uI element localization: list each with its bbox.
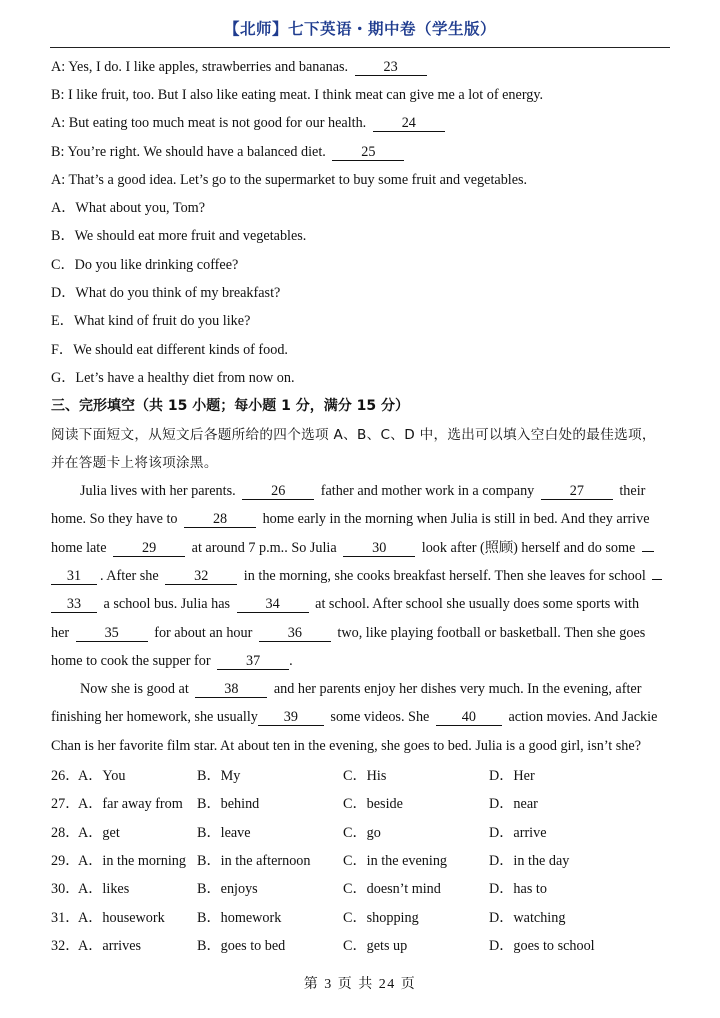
passage-text: at around 7 p.m.. So Julia (191, 540, 337, 556)
blank-34[interactable]: 34 (237, 597, 309, 613)
passage-text: action movies. And Jackie (508, 709, 658, 725)
blank-33[interactable]: 33 (51, 597, 97, 613)
passage-line (51, 595, 639, 613)
question-number: 30． (51, 881, 80, 897)
choice-b[interactable]: B．behind (197, 796, 260, 812)
header-rule (50, 47, 670, 48)
choice-c[interactable]: C．beside (343, 796, 403, 812)
passage-text: father and mother work in a company (320, 483, 535, 499)
passage-line (51, 708, 657, 726)
choice-a[interactable]: A．arrives (78, 938, 142, 954)
dialogue-line (51, 114, 448, 132)
answer-blank[interactable]: 24 (373, 116, 445, 132)
choice-a[interactable]: A．likes (78, 881, 130, 897)
choice-b[interactable]: B．in the afternoon (197, 853, 311, 869)
answer-blank[interactable]: 23 (355, 60, 427, 76)
passage-text: . After she (100, 568, 159, 584)
passage-text: . (289, 653, 293, 669)
question-number: 31． (51, 910, 80, 926)
blank-26[interactable]: 26 (242, 484, 314, 500)
passage-line: Chan is her favorite film star. At about ten in the evening, she goes to bed. Julia is a good girl, isn’t she? (51, 738, 641, 754)
choice-b[interactable]: B．homework (197, 910, 282, 926)
choice-d[interactable]: D．has to (489, 881, 547, 897)
blank-33-start (652, 579, 662, 580)
dialogue-line (51, 171, 527, 189)
choice-d[interactable]: D．watching (489, 910, 566, 926)
dialogue-line (51, 143, 407, 161)
choice-b[interactable]: B．leave (197, 825, 251, 841)
passage-text: a school bus. Julia has (103, 596, 231, 612)
option-item: C．Do you like drinking coffee? (51, 257, 239, 273)
choice-c[interactable]: C．shopping (343, 910, 419, 926)
passage-line (80, 680, 641, 698)
passage-text: finishing her homework, she usually (51, 709, 258, 725)
passage-text: home. So they have to (51, 511, 178, 527)
dialogue-text: That’s a good idea. Let’s go to the supermarket to buy some fruit and vegetables. (68, 172, 528, 188)
speaker: B: (51, 87, 65, 103)
blank-36[interactable]: 36 (259, 626, 331, 642)
passage-line (51, 539, 657, 557)
choice-b[interactable]: B．My (197, 768, 241, 784)
passage-text: at school. After school she usually does some sports with (315, 596, 640, 612)
passage-text: home to cook the supper for (51, 653, 211, 669)
speaker: A: (51, 59, 66, 75)
choice-b[interactable]: B．goes to bed (197, 938, 286, 954)
passage-text: in the morning, she cooks breakfast herself. Then she leaves for school (243, 568, 646, 584)
choice-c[interactable]: C．His (343, 768, 387, 784)
blank-28[interactable]: 28 (184, 512, 256, 528)
passage-line (51, 624, 645, 642)
choice-d[interactable]: D．in the day (489, 853, 570, 869)
passage-text: and her parents enjoy her dishes very much. In the evening, after (273, 681, 642, 697)
question-number: 27． (51, 796, 80, 812)
speaker: A: (51, 172, 66, 188)
passage-text: two, like playing football or basketball. Then she goes (337, 625, 646, 641)
dialogue-line (51, 86, 543, 104)
choice-d[interactable]: D．arrive (489, 825, 547, 841)
choice-a[interactable]: A．housework (78, 910, 165, 926)
page-header: 【北师】七下英语・期中卷（学生版） (223, 20, 496, 38)
dialogue-text: But eating too much meat is not good for our health. (68, 115, 367, 131)
blank-27[interactable]: 27 (541, 484, 613, 500)
option-item: E．What kind of fruit do you like? (51, 313, 251, 329)
dialogue-line (51, 58, 430, 76)
blank-38[interactable]: 38 (195, 682, 267, 698)
passage-text: Julia lives with her parents. (80, 483, 236, 499)
passage-line (51, 567, 665, 585)
section-title: 三、完形填空（共 15 小题；每小题 1 分，满分 15 分） (51, 398, 409, 414)
passage-text: Now she is good at (80, 681, 189, 697)
passage-text: home late (51, 540, 107, 556)
option-item: B．We should eat more fruit and vegetables. (51, 228, 307, 244)
speaker: A: (51, 115, 66, 131)
option-item: F．We should eat different kinds of food. (51, 342, 288, 358)
passage-text: for about an hour (154, 625, 253, 641)
passage-text: look after (照顾) herself and do some (421, 540, 636, 556)
passage-text: their (619, 483, 646, 499)
dialogue-text: Yes, I do. I like apples, strawberries and bananas. (68, 59, 349, 75)
passage-line (51, 510, 650, 528)
blank-37[interactable]: 37 (217, 654, 289, 670)
blank-30[interactable]: 30 (343, 541, 415, 557)
choice-a[interactable]: A．far away from (78, 796, 183, 812)
blank-29[interactable]: 29 (113, 541, 185, 557)
page-footer: 第 3 页 共 24 页 (303, 977, 417, 992)
dialogue-text: You’re right. We should have a balanced diet. (67, 144, 326, 160)
option-item: D．What do you think of my breakfast? (51, 285, 281, 301)
question-number: 28． (51, 825, 80, 841)
option-item: A．What about you, Tom? (51, 200, 205, 216)
blank-35[interactable]: 35 (76, 626, 148, 642)
passage-line (51, 652, 293, 670)
question-number: 32． (51, 938, 80, 954)
choice-d[interactable]: D．near (489, 796, 538, 812)
choice-d[interactable]: D．goes to school (489, 938, 595, 954)
choice-c[interactable]: C．in the evening (343, 853, 448, 869)
choice-d[interactable]: D．Her (489, 768, 535, 784)
question-number: 26． (51, 768, 80, 784)
passage-text: some videos. She (330, 709, 430, 725)
speaker: B: (51, 144, 65, 160)
blank-32[interactable]: 32 (165, 569, 237, 585)
blank-31[interactable]: 31 (51, 569, 97, 585)
question-number: 29． (51, 853, 80, 869)
choice-a[interactable]: A．in the morning (78, 853, 186, 869)
choice-c[interactable]: C．doesn’t mind (343, 881, 441, 897)
option-item: G．Let’s have a healthy diet from now on. (51, 370, 295, 386)
blank-40[interactable]: 40 (436, 710, 502, 726)
passage-line (80, 482, 645, 500)
choice-b[interactable]: B．enjoys (197, 881, 258, 897)
blank-31-start (642, 551, 654, 552)
blank-39[interactable]: 39 (258, 710, 324, 726)
passage-text: home early in the morning when Julia is still in bed. And they arrive (262, 511, 650, 527)
choice-c[interactable]: C．go (343, 825, 381, 841)
choice-a[interactable]: A．get (78, 825, 120, 841)
choice-a[interactable]: A．You (78, 768, 126, 784)
choice-c[interactable]: C．gets up (343, 938, 408, 954)
passage-text: her (51, 625, 70, 641)
instruction-text: 并在答题卡上将该项涂黑。 (51, 455, 218, 471)
instruction-text: 阅读下面短文，从短文后各题所给的四个选项 A、B、C、D 中，选出可以填入空白处的最佳选项， (51, 427, 656, 443)
answer-blank[interactable]: 25 (332, 145, 404, 161)
dialogue-text: I like fruit, too. But I also like eating meat. I think meat can give me a lot of energy. (67, 87, 544, 103)
